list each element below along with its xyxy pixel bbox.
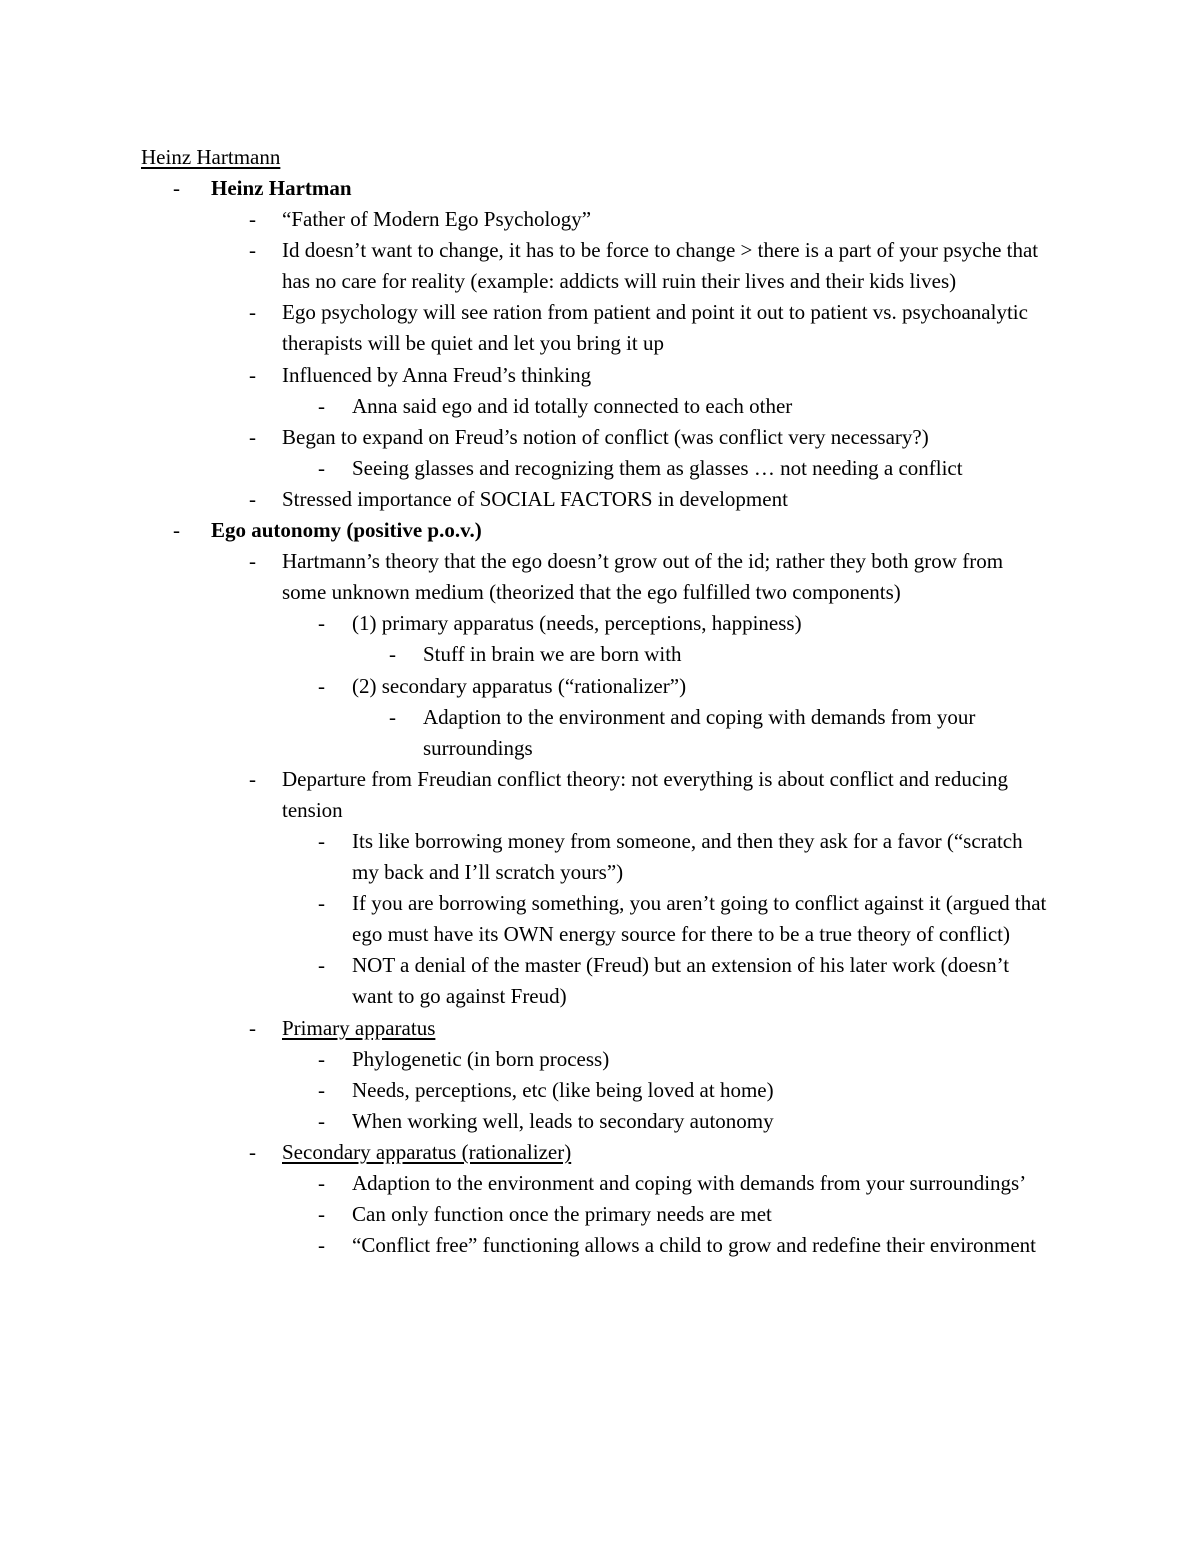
bullet-dash: - (389, 704, 396, 729)
bullet-dash: - (318, 891, 325, 916)
bullet-dash: - (318, 393, 325, 418)
bullet-text: Primary apparatus (282, 1015, 436, 1040)
bullet-dash: - (318, 1108, 325, 1133)
bullet-dash: - (249, 766, 256, 791)
bullet-text: Id doesn’t want to change, it has to be force to change > there is a part of your psyche that has no care for reality (example: addicts will ruin their lives and their kids lives) (282, 238, 1039, 294)
bullet-dash: - (249, 549, 256, 574)
bullet-text: Ego autonomy (positive p.o.v.) (211, 518, 482, 543)
bullet-text: When working well, leads to secondary autonomy (352, 1108, 774, 1133)
bullet-text: Seeing glasses and recognizing them as glasses … not needing a conflict (352, 455, 963, 480)
bullet-text: Departure from Freudian conflict theory: not everything is about conflict and reducing tension (282, 766, 1009, 822)
bullet-dash: - (249, 238, 256, 263)
bullet-dash: - (318, 828, 325, 853)
bullet-secondary-apparatus-heading (0, 1137, 1200, 1168)
bullet-text: Secondary apparatus (rationalizer) (282, 1139, 572, 1164)
bullet-dash: - (318, 1046, 325, 1071)
bullet-dash: - (389, 642, 396, 667)
bullet-text: Anna said ego and id totally connected to each other (352, 393, 793, 418)
bullet-dash: - (318, 1202, 325, 1227)
bullet-text: Can only function once the primary needs are met (352, 1202, 772, 1227)
bullet-ego-autonomy (0, 515, 1200, 546)
bullet-adaption-environment-2 (0, 1168, 1200, 1199)
bullet-dash: - (249, 1015, 256, 1040)
bullet-dash: - (249, 1139, 256, 1164)
bullet-dash: - (318, 1077, 325, 1102)
bullet-text: “Conflict free” functioning allows a child to grow and redefine their environment (352, 1233, 1037, 1258)
bullet-text: “Father of Modern Ego Psychology” (282, 207, 592, 232)
bullet-adaption-environment (0, 702, 1200, 764)
bullet-dash: - (318, 953, 325, 978)
bullet-notion-of-conflict (0, 422, 1200, 453)
bullet-father-ego-psychology (0, 204, 1200, 235)
bullet-text: Heinz Hartman (211, 176, 352, 200)
bullet-dash: - (318, 455, 325, 480)
bullet-text: Stuff in brain we are born with (423, 642, 682, 667)
bullet-borrowing-something (0, 888, 1200, 950)
bullet-hartmann-theory (0, 546, 1200, 608)
bullet-social-factors (0, 484, 1200, 515)
bullet-text: Ego psychology will see ration from patient and point it out to patient vs. psychoanalytic therapists will be quiet and let you bring it up (282, 300, 1028, 356)
bullet-heinz-hartman (0, 173, 1200, 204)
bullet-dash: - (318, 673, 325, 698)
bullet-text: NOT a denial of the master (Freud) but an extension of his later work (doesn’t want to go against Freud) (352, 953, 1010, 1009)
bullet-dash: - (318, 1171, 325, 1195)
bullet-working-well (0, 1106, 1200, 1137)
bullet-text: Its like borrowing money from someone, and then they ask for a favor (“scratch my back and I’ll scratch yours”) (352, 828, 1023, 885)
bullet-not-denial (0, 950, 1200, 1012)
bullet-dash: - (249, 424, 256, 449)
bullet-text: Needs, perceptions, etc (like being loved at home) (352, 1077, 774, 1102)
bullet-text: Adaption to the environment and coping with demands from your surroundings’ (352, 1171, 1027, 1195)
bullet-secondary-apparatus-2 (0, 671, 1200, 702)
bullet-text: Influenced by Anna Freud’s thinking (282, 362, 592, 387)
bullet-text: (1) primary apparatus (needs, perceptions, happiness) (352, 611, 802, 636)
bullet-dash: - (249, 362, 256, 387)
bullet-dash: - (249, 207, 256, 232)
bullet-needs-perceptions (0, 1075, 1200, 1106)
bullet-anna-ego-id (0, 391, 1200, 422)
bullet-text: Stressed importance of SOCIAL FACTORS in development (282, 486, 788, 511)
bullet-conflict-free (0, 1230, 1200, 1261)
document-title: Heinz Hartmann (141, 145, 281, 169)
bullet-dash: - (173, 518, 180, 543)
bullet-text: Adaption to the environment and coping with demands from your surroundings (423, 704, 976, 760)
bullet-primary-apparatus-heading (0, 1013, 1200, 1044)
bullet-primary-needs-met (0, 1199, 1200, 1230)
bullet-text: Phylogenetic (in born process) (352, 1046, 610, 1071)
outline-list (0, 173, 1200, 1261)
bullet-dash: - (318, 1233, 325, 1258)
bullet-dash: - (249, 486, 256, 511)
bullet-ego-psychology-ration (0, 297, 1200, 359)
bullet-anna-freud-influence (0, 360, 1200, 391)
bullet-primary-apparatus-1 (0, 608, 1200, 639)
bullet-text: Began to expand on Freud’s notion of conflict (was conflict very necessary?) (282, 424, 929, 449)
bullet-departure-freudian (0, 764, 1200, 826)
bullet-phylogenetic (0, 1044, 1200, 1075)
bullet-dash: - (249, 300, 256, 325)
bullet-stuff-in-brain (0, 639, 1200, 670)
bullet-text: Hartmann’s theory that the ego doesn’t grow out of the id; rather they both grow from some unknown medium (theorized that the ego fulfilled two components) (282, 549, 1004, 605)
bullet-dash: - (318, 611, 325, 636)
bullet-text: (2) secondary apparatus (“rationalizer”) (352, 673, 687, 698)
bullet-dash: - (173, 176, 180, 200)
bullet-id-change (0, 235, 1200, 297)
bullet-seeing-glasses (0, 453, 1200, 484)
bullet-borrowing-money (0, 826, 1200, 888)
bullet-text: If you are borrowing something, you aren’t going to conflict against it (argued that ego must have its OWN energy source for there to be a true theory of conflict) (352, 891, 1047, 947)
